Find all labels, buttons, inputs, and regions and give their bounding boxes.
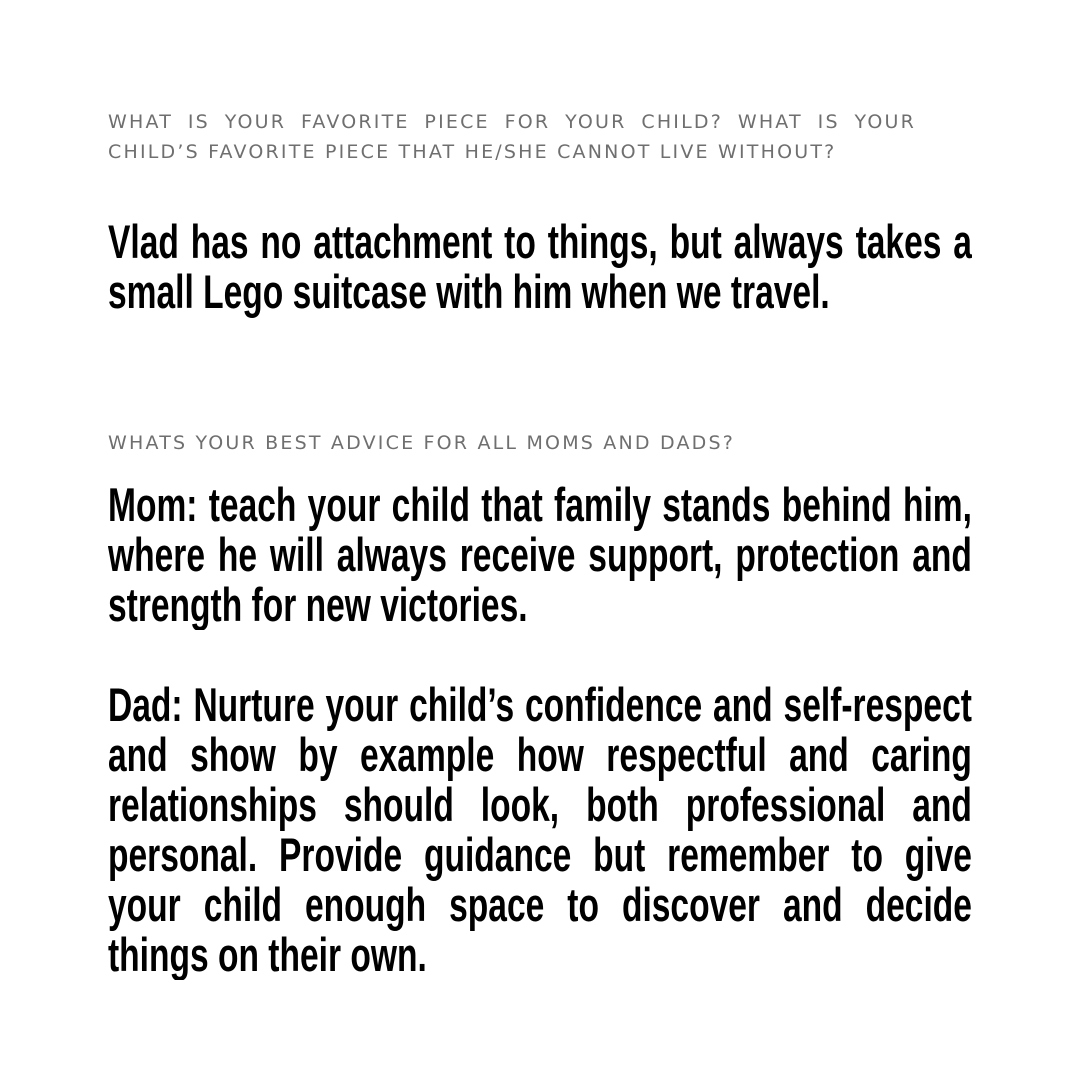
answer-mom-block [108, 480, 972, 630]
answer-favorite-piece-block [108, 217, 972, 367]
answer-dad-advice: Dad: Nurture your child’s confidence and self-respect and show by example how respectful and caring relationships should look, both professional and personal. Provide guidance but remember to give your child enough space to discover and decide things on their own. [108, 680, 972, 980]
answer-favorite-piece: Vlad has no attachment to things, but always takes a small Lego suitcase with him when we travel. [108, 217, 972, 318]
answer-mom-advice: Mom: teach your child that family stands behind him, where he will always receive support, protection and strength for new victories. [108, 480, 972, 630]
answer-dad-block [108, 680, 972, 980]
question-favorite-piece: WHAT IS YOUR FAVORITE PIECE FOR YOUR CHILD? WHAT IS YOUR CHILD’S FAVORITE PIECE THAT HE/SHE CANNOT LIVE WITHOUT? [108, 111, 916, 163]
question-best-advice: WHATS YOUR BEST ADVICE FOR ALL MOMS AND DADS? [108, 432, 736, 454]
